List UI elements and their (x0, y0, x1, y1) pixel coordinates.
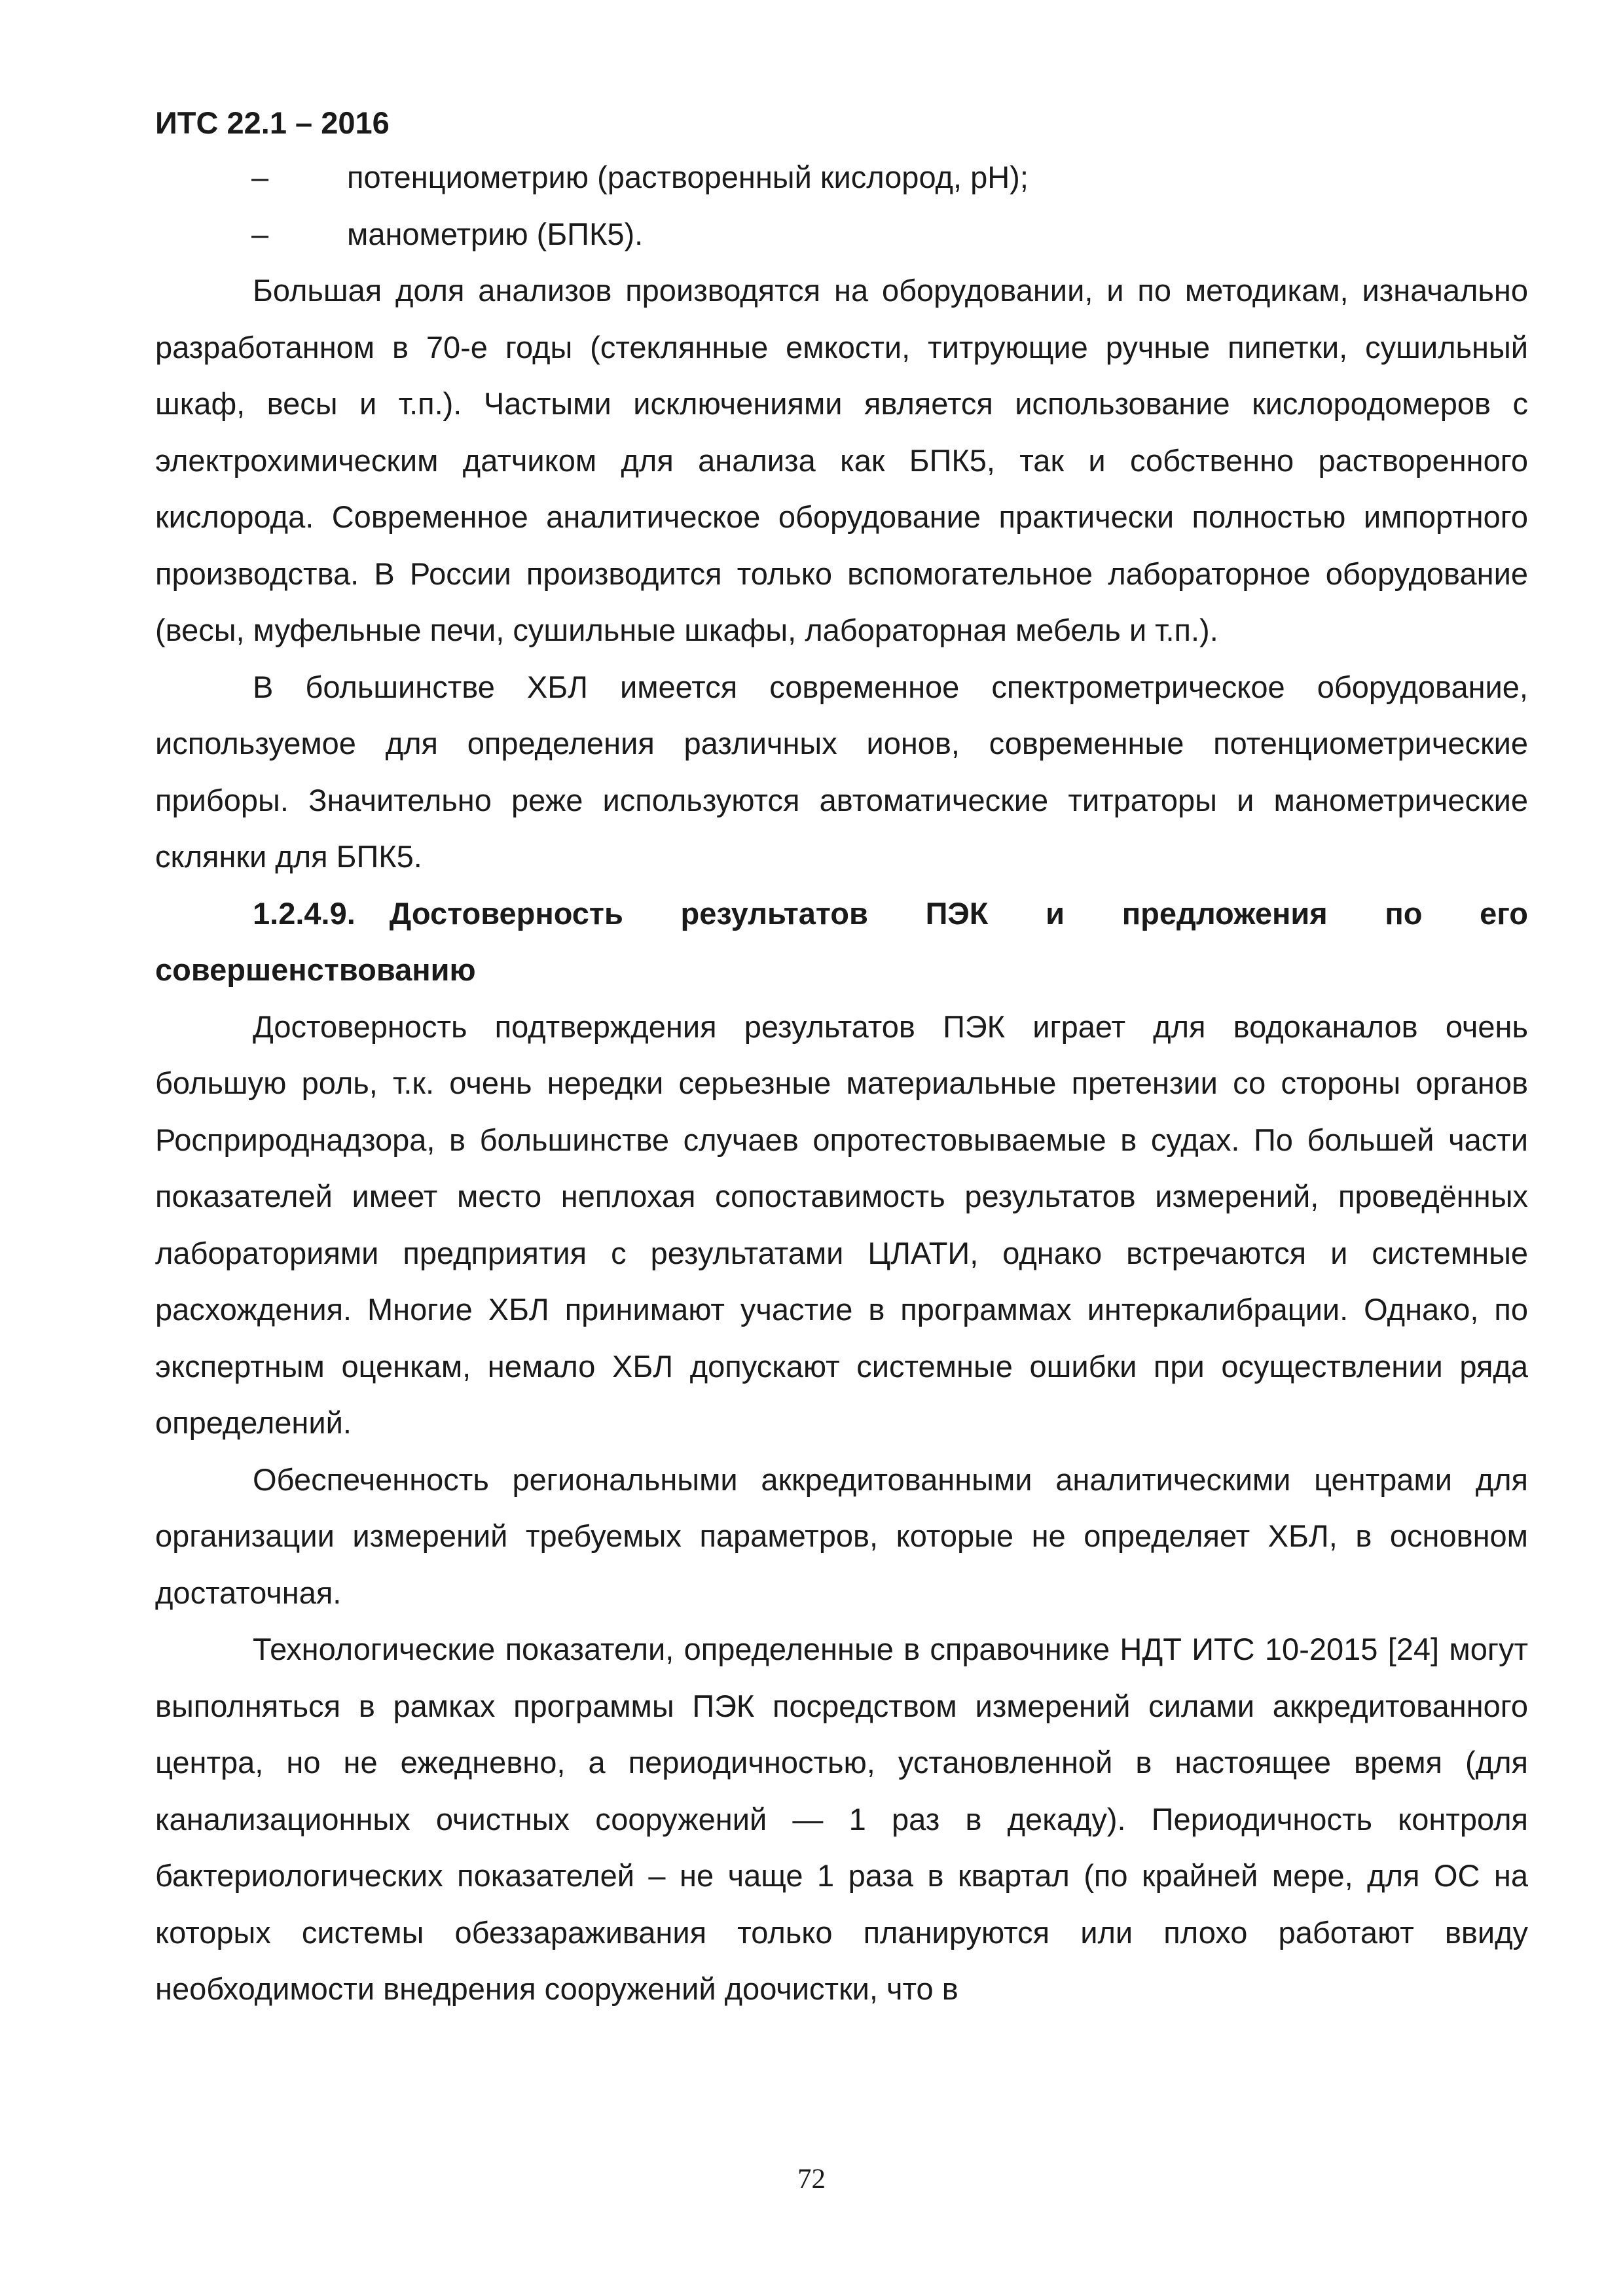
paragraph-reliability: Достоверность подтверждения результатов ПЭК играет для водоканалов очень большую роль, т.к. очень нередки серьезные материальные претензии со стороны органов Росприроднадзора, в большинстве случаев опротестовываемые в судах. По большей части показателей имеет место неплохая сопоставимость результатов измерений, проведённых лабораториями предприятия с результатами ЦЛАТИ, однако встречаются и системные расхождения. Многие ХБЛ принимают участие в программах интеркалибрации. Однако, по экспертным оценкам, немало ХБЛ допускают системные ошибки при осуществлении ряда определений. (155, 1009, 1528, 1440)
list-item-text: манометрию (БПК5). (347, 216, 644, 251)
section-number: 1.2.4.9. (253, 895, 356, 931)
document-body (155, 149, 1528, 2018)
list-dash: – (251, 216, 269, 251)
paragraph-equipment: Большая доля анализов производятся на оборудовании, и по методикам, изначально разработанном в 70-е годы (стеклянные емкости, титрующие ручные пипетки, сушильный шкаф, весы и т.п.). Частыми исключениями является использование кислородомеров с электрохимическим датчиком для анализа как БПК5, так и собственно растворенного кислорода. Современное аналитическое оборудование практически полностью импортного производства. В России производится только вспомогательное лабораторное оборудование (весы, муфельные печи, сушильные шкафы, лабораторная мебель и т.п.). (155, 273, 1528, 647)
list-item-text: потенциометрию (растворенный кислород, pH); (347, 160, 1029, 194)
list-item (155, 149, 1528, 206)
document-header: ИТС 22.1 – 2016 (155, 105, 390, 140)
paragraph-regional-centers: Обеспеченность региональными аккредитованными аналитическими центрами для организации измерений требуемых параметров, которые не определяет ХБЛ, в основном достаточная. (155, 1462, 1528, 1610)
paragraph-hbl-equipment: В большинстве ХБЛ имеется современное спектрометрическое оборудование, используемое для определения различных ионов, современные потенциометрические приборы. Значительно реже используются автоматические титраторы и манометрические склянки для БПК5. (155, 669, 1528, 874)
list-item (155, 206, 1528, 263)
list-dash: – (251, 160, 269, 194)
paragraph-technological-indicators: Технологические показатели, определенные в справочнике НДТ ИТС 10-2015 [24] могут выполняться в рамках программы ПЭК посредством измерений силами аккредитованного центра, но не ежедневно, а периодичностью, установленной в настоящее время (для канализационных очистных сооружений — 1 раз в декаду). Периодичность контроля бактериологических показателей – не чаще 1 раза в квартал (по крайней мере, для ОС на которых системы обеззараживания только планируются или плохо работают ввиду необходимости внедрения сооружений доочистки, что в (155, 1632, 1528, 2006)
page-number: 72 (797, 2164, 826, 2195)
section-heading (155, 886, 1528, 999)
section-title: Достоверность результатов ПЭК и предложения по его совершенствованию (155, 895, 1528, 987)
